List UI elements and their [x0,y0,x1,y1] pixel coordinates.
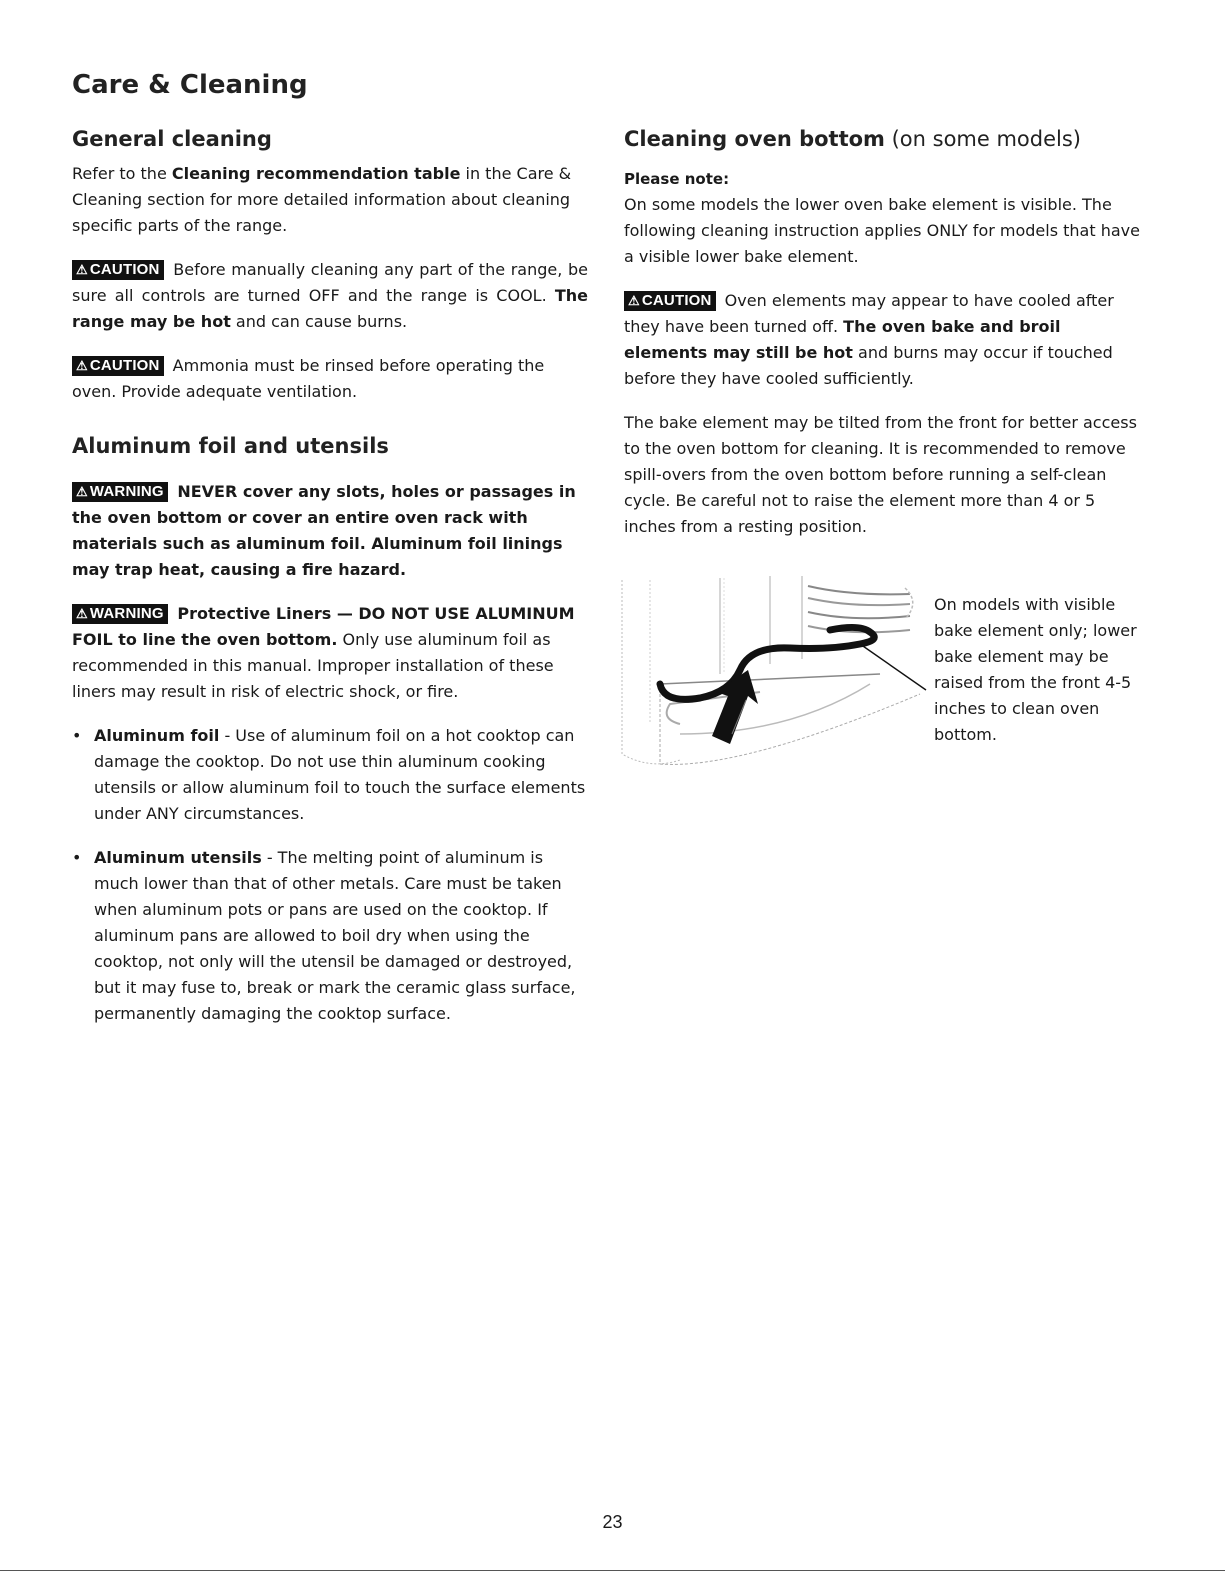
bullet-text: - The melting point of aluminum is much lower than that of other metals. Care must be taken when aluminum pots or pans are used on the cooktop. If aluminum pans are allowed to boil dry when using the cooktop, not only will the utensil be damaged or destroyed, but it may fuse to, break or mark the ceramic glass surface, permanently damaging the cooktop surface. [94,848,576,1023]
caution-badge [72,260,164,280]
cleaning-table-link-text: Cleaning recommendation table [171,164,461,183]
bullet-text: - Use of aluminum foil on a hot cooktop can damage the cooktop. Do not use thin aluminum cooking utensils or allow aluminum foil to touch the surface elements under ANY circumstances. [94,726,586,823]
right-column [624,124,1144,794]
warning-triangle-icon: ⚠ [76,484,88,499]
caution1-text-1: Before manually cleaning any part of the range, be sure all controls are turned OFF and the range is COOL. [72,260,588,305]
warning-triangle-icon: ⚠ [76,358,88,373]
caution1-bold: The range may be hot [72,286,588,331]
figure-caption: On models with visible bake element only; lower bake element may be raised from the front 4-5 inches to clean oven bottom. [934,595,1137,744]
intro-text-2: in the Care & Cleaning section for more detailed information about cleaning specific parts of the range. [72,164,572,235]
general-cleaning-heading: General cleaning [72,127,272,151]
warning-badge-label: WARNING [89,605,164,622]
caution1-text-2: and can cause burns. [230,312,408,331]
heading-normal: (on some models) [884,127,1082,151]
please-note-label: Please note: [624,170,730,188]
warning-triangle-icon: ⚠ [76,262,88,277]
bullet-bold: Aluminum foil [94,726,220,745]
caution3-bold: The oven bake and broil elements may still be hot [624,317,1061,362]
left-column [72,124,588,1045]
page-number: 23 [602,1512,623,1532]
caution-badge [72,356,164,376]
caution3-text-2: and burns may occur if touched before they have cooled sufficiently. [624,343,1113,388]
list-item [72,723,588,827]
caution-oven-elements [624,288,1144,392]
warning-triangle-icon: ⚠ [628,293,640,308]
warning1-bold: NEVER cover any slots, holes or passages in the oven bottom or cover an entire oven rack with materials such as aluminum foil. Aluminum foil linings may trap heat, causing a fire hazard. [72,482,576,579]
warning-badge-label: WARNING [89,483,164,500]
figure-block [624,574,1144,794]
aluminum-bullet-list [72,723,588,1027]
bullet-bold: Aluminum utensils [94,848,262,867]
warning-badge [72,604,168,624]
intro-text-1: Refer to the [72,164,172,183]
caution-badge-label: CAUTION [89,357,160,374]
bullet-icon: • [72,848,82,867]
heading-bold: Cleaning oven bottom [624,127,885,151]
aluminum-foil-heading: Aluminum foil and utensils [72,434,389,458]
oven-bake-element-illustration [620,574,940,784]
caution-manual-cleaning [72,257,588,335]
warning-triangle-icon: ⚠ [76,606,88,621]
caution3-text-1: Oven elements may appear to have cooled after they have been turned off. [624,291,1114,336]
warning-never-cover [72,479,588,583]
bottom-rule [0,1570,1225,1571]
please-note-text: On some models the lower oven bake element is visible. The following cleaning instruction applies ONLY for models that have a visible lower bake element. [624,195,1140,266]
warning2-bold: Protective Liners — DO NOT USE ALUMINUM FOIL to line the oven bottom. [72,604,575,649]
page-title: Care & Cleaning [72,70,308,100]
caution2-text: Ammonia must be rinsed before operating the oven. Provide adequate ventilation. [72,356,545,401]
warning-badge [72,482,168,502]
general-cleaning-intro [72,161,588,239]
cleaning-oven-bottom-heading [624,124,1144,154]
caution-badge [624,291,716,311]
caution-ammonia [72,353,588,405]
bullet-icon: • [72,726,82,745]
caution-badge-label: CAUTION [641,292,712,309]
caution-badge-label: CAUTION [89,261,160,278]
bake-element-paragraph: The bake element may be tilted from the front for better access to the oven bottom for cleaning. It is recommended to remove spill-overs from the oven bottom before running a self-clean cycle. Be careful not to raise the element more than 4 or 5 inches from a resting position. [624,413,1137,536]
list-item [72,845,588,1027]
warning-protective-liners [72,601,588,705]
warning2-text: Only use aluminum foil as recommended in this manual. Improper installation of these liners may result in risk of electric shock, or fire. [72,630,554,701]
